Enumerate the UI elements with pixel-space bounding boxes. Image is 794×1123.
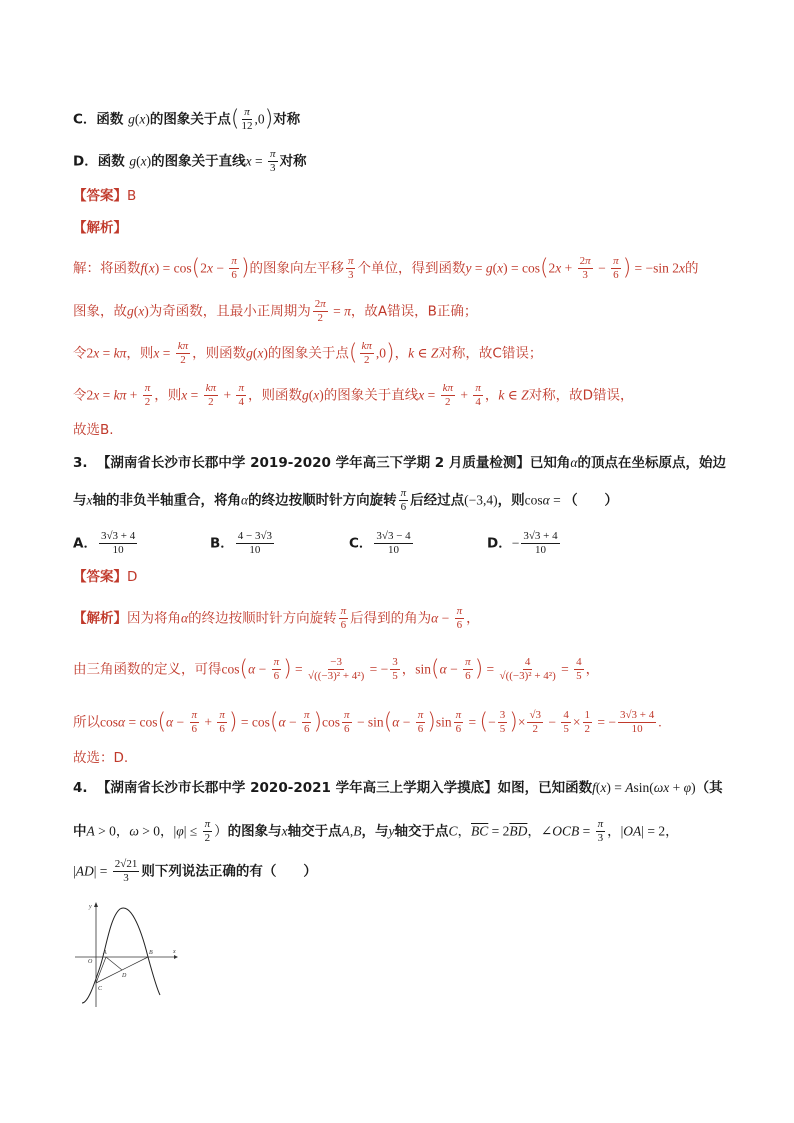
q3-answer-line: 【答案】D — [73, 569, 138, 585]
q3-option-b: B． $\frac{4 - 3√3}{10}$ — [210, 530, 273, 556]
label-b: B — [149, 950, 153, 956]
q3-solution-line-2: 由三角函数的定义，可得cos(α − $\frac{\pi}{6}$ ) = $\frac{-3}{\text{√((−3)² + 4²)}}$ = − $\frac{3}{5}$ ，sin(α − $\frac{\pi}{6}$ ) = $\frac{4}{\text{√((−3)² + 4²)}}$ = $\frac{4}{5}$ ， — [73, 656, 600, 682]
label-a: A — [103, 950, 107, 956]
option-d: D．函数 g(x)的图象关于直线x = $\frac{\pi}{3}$ 对称 — [73, 148, 307, 174]
q3-option-c: C． $\frac{3√3 - 4}{10}$ — [349, 530, 411, 556]
analysis-heading: 【解析】 — [73, 220, 127, 236]
q3-choose-line: 故选：D. — [73, 750, 129, 766]
label-c: C — [98, 986, 103, 992]
question-3-line-2: 与x轴的非负半轴重合，将角α的终边按顺时针方向旋转 $\frac{\pi}{6}$ 后经过点(−3,4)，则cosα = （ ） — [73, 487, 619, 513]
segment-ad — [106, 957, 122, 970]
q3-option-a: A． $\frac{3√3 + 4}{10}$ — [73, 530, 136, 556]
answer-line: 【答案】B — [73, 188, 137, 204]
q3-solution-line-1: 【解析】因为将角α的终边按顺时针方向旋转 $\frac{\pi}{6}$ 后得到的角为α − $\frac{\pi}{6}$ ， — [73, 605, 480, 631]
solution-line-4: 令2x = kπ + $\frac{\pi}{2}$ ，则x = $\frac{k\pi}{2}$ + $\frac{\pi}{4}$ ，则函数g(x)的图象关于直线x = $\frac{k\pi}{2}$ + $\frac{\pi}{4}$ ，k ∈ Z对称，故D错误， — [73, 382, 634, 408]
question-4-line-3: |AD| = $\frac{2√21}{3}$ 则下列说法正确的有（ ） — [73, 858, 317, 884]
q3-solution-line-3: 所以cosα = cos(α − $\frac{\pi}{6}$ + $\frac{\pi}{6}$ ) = cos(α − $\frac{\pi}{6}$ )cos $\frac{\pi}{6}$ − sin(α − $\frac{\pi}{6}$ )sin $\frac{\pi}{6}$ = (− $\frac{3}{5}$ )× $\frac{√3}{2}$ − $\frac{4}{5}$ × $\frac{1}{2}$ = − $\frac{3√3 + 4}{10}$ . — [73, 709, 662, 735]
question-4-line-2: 中A > 0，ω > 0，|φ| ≤ $\frac{\pi}{2}$ ）的图象与x轴交于点A,B，与y轴交于点C，$\overline{BC} = 2\overline{BD}$，∠OCB = $\frac{\pi}{3}$ ，|OA| = 2， — [73, 818, 679, 844]
question-4-line-1: 4. 【湖南省长沙市长郡中学 2020-2021 学年高三上学期入学摸底】如图，已知函数f(x) = Asin(ωx + φ)（其 — [73, 780, 723, 796]
function-graph-figure — [70, 895, 185, 1010]
question-3-line-1: 3. 【湖南省长沙市长郡中学 2019-2020 学年高三下学期 2 月质量检测】已知角α的顶点在坐标原点，始边 — [73, 455, 726, 471]
x-axis-arrow — [174, 955, 178, 959]
solution-line-3: 令2x = kπ，则x = $\frac{k\pi}{2}$ ，则函数g(x)的图象关于点( $\frac{k\pi}{2}$ ,0)，k ∈ Z对称，故C错误； — [73, 340, 543, 366]
solution-line-1: 解：将函数f(x) = cos(2x − $\frac{\pi}{6}$ )的图象向左平移 $\frac{\pi}{3}$ 个单位，得到函数y = g(x) = cos(2x + $\frac{2\pi}{3}$ − $\frac{\pi}{6}$ ) = −sin 2x的 — [73, 255, 699, 281]
label-d: D — [122, 973, 127, 979]
label-x: x — [173, 949, 176, 955]
y-axis-arrow — [94, 902, 98, 907]
label-o: O — [88, 959, 93, 965]
q3-option-d: D．− $\frac{3√3 + 4}{10}$ — [487, 530, 558, 556]
option-c: C．函数 g(x)的图象关于点( $\frac{\pi}{12}$ ,0)对称 — [73, 106, 301, 132]
label-y: y — [89, 904, 92, 910]
choose-line: 故选B. — [73, 422, 114, 438]
solution-line-2: 图象，故g(x)为奇函数，且最小正周期为 $\frac{2\pi}{2}$ = π，故A错误，B正确； — [73, 298, 478, 324]
